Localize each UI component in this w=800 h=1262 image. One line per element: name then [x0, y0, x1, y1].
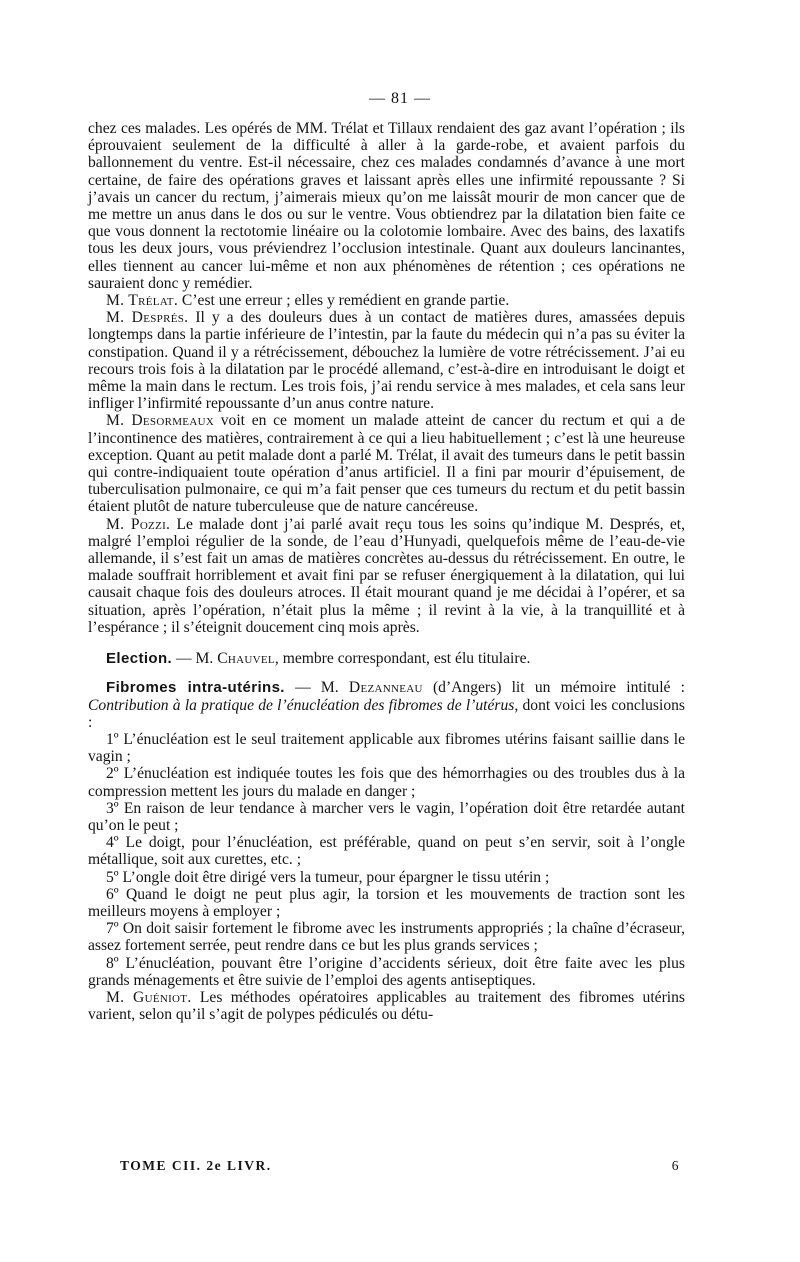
- memoir-title: Contribution à la pratique de l’énucléation des fibromes de l’utérus: [88, 696, 515, 714]
- conclusion-item: 1º L’énucléation est le seul traitement applicable aux fibromes utérins faisant saillie dans le vagin ;: [88, 730, 685, 766]
- page-footer: [120, 1158, 680, 1174]
- paragraph-text: Le malade dont j’ai parlé avait reçu tous les soins qu’indique M. Després, et, malgré l’emploi régulier de la sonde, de l’eau d’Hunyadi, quelquefois même de l’eau-de-vie allemande, il s’est fait un amas de matières concrètes au-dessus du rétrécissement. En outre, le malade souffrait horriblement et avait fini par se refuser énergiquement à la dilatation, qui lui causait chaque fois des douleurs atroces. Il était mourant quand je me décidai à l’opérer, et sa situation, après l’opération, n’était plus la même ; il revint à la vie, à la tranquillité et à l’espérance ; il s’éteignit doucement cinq mois après.: [88, 515, 685, 636]
- body-text: [88, 120, 685, 1023]
- paragraph-continuation: chez ces malades. Les opérés de MM. Trélat et Tillaux rendaient des gaz avant l’opération ; ils éprouvaient seulement de la difficulté à aller à la garde-robe, et avaient parfois du ballonnement du ventre. Est-il nécessaire, chez ces malades condamnés d’avance à une mort certaine, de faire des opérations graves et laissant après elles une infirmité repoussante ? Si j’avais un cancer du rectum, j’aimerais mieux qu’on me laissât mourir de mon cancer que de me mettre un anus dans le dos ou sur le ventre. Vous obtiendrez par la dilatation bien faite ce que vous donnent la rectotomie linéaire ou la colotomie lombaire. Avec des bains, des laxatifs tous les deux jours, vous préviendrez l’occlusion intestinale. Quant aux douleurs lancinantes, elles tiennent au cancer lui-même et non aux phénomènes de rétention ; ces opérations ne sauraient donc y remédier.: [88, 120, 685, 292]
- conclusion-item: 3º En raison de leur tendance à marcher vers le vagin, l’opération doit être retardée autant qu’on le peut ;: [88, 799, 685, 834]
- paragraph-text: C’est une erreur ; elles y remédient en grande partie.: [178, 292, 510, 310]
- fibromes-heading: Fibromes intra-utérins.: [106, 679, 285, 697]
- fibromes-dash: — M.: [284, 679, 349, 697]
- paragraph-gueniot: [88, 989, 685, 1023]
- paragraph-text: Il y a des douleurs dues à un contact de matières dures, amassées depuis longtemps dans la partie inférieure de l’intestin, par la faute du médecin qui n’a pas su éviter la constipation. Quand il y a rétrécissement, débouchez la lumière de votre rétrécissement. J’ai eu recours trois fois à la dilatation par le procédé allemand, c’est-à-dire en introduisant le doigt et même la main dans le rectum. Les trois fois, j’ai rendu service à mes malades, et cela sans leur infliger l’infirmité repoussante d’un anus contre nature.: [88, 309, 685, 413]
- speaker-name: M. Després.: [106, 309, 189, 327]
- election-name: Chauvel: [217, 650, 275, 668]
- speaker-name: M. Trélat.: [106, 292, 179, 310]
- conclusion-item: 4º Le doigt, pour l’énucléation, est préférable, quand on peut s’en servir, soit à l’ongle métallique, soit aux curettes, etc. ;: [88, 834, 685, 869]
- fibromes-paragraph: [88, 679, 685, 731]
- conclusion-item: 7º On doit saisir fortement le fibrome avec les instruments appropriés ; la chaîne d’écraseur, assez fortement serrée, peut rendre dans ce but les plus grands services ;: [88, 920, 685, 955]
- conclusion-item: 5º L’ongle doit être dirigé vers la tumeur, pour épargner le tissu utérin ;: [106, 868, 550, 886]
- paragraph-pozzi: [88, 516, 685, 636]
- conclusion-item: 2º L’énucléation est indiquée toutes les fois que des hémorrhagies ou des troubles dus à la compression mettent les jours du malade en danger ;: [88, 765, 685, 800]
- paragraph-text: voit en ce moment un malade atteint de cancer du rectum et qui a de l’incontinence des matières, contrairement à ce qui a lieu habituellement ; c’est là une heureuse exception. Quant au petit malade dont a parlé M. Trélat, il avait des tumeurs dans le petit bassin qui contre-indiquaient toute opération d’anus artificiel. Il a fini par mourir d’épuisement, de tuberculisation pulmonaire, ce qui m’a fait penser que ces tumeurs du rectum et du petit bassin étaient plutôt de nature tuberculeuse que de nature cancéreuse.: [88, 412, 685, 516]
- election-text: , membre correspondant, est élu titulaire.: [274, 650, 531, 668]
- fibromes-intro: (d’Angers) lit un mémoire intitulé :: [422, 679, 685, 697]
- paragraph-despres: [88, 309, 685, 412]
- election-paragraph: [88, 650, 685, 667]
- author-name: Dezanneau: [348, 679, 423, 697]
- speaker-name: M. Desormeaux: [106, 412, 215, 430]
- election-heading: Election.: [106, 650, 173, 668]
- paragraph-text: Les méthodes opératoires applicables au traitement des fibromes utérins varient, selon qu’il s’agit de polypes pédiculés ou détu-: [88, 988, 685, 1024]
- election-dash: — M.: [172, 650, 218, 668]
- conclusion-item: 6º Quand le doigt ne peut plus agir, la torsion et les mouvements de traction sont les meilleurs moyens à employer ;: [88, 885, 685, 920]
- paragraph-trelat: [88, 292, 685, 309]
- fibromes-after-title: , dont voici les conclusions :: [88, 696, 685, 731]
- conclusion-item: 8º L’énucléation, pouvant être l’origine d’accidents sérieux, doit être faite avec les plus grands ménagements et être suivie de l’emploi des agents antiseptiques.: [88, 954, 685, 989]
- speaker-name: M. Guéniot.: [106, 988, 192, 1006]
- paragraph-desormeaux: [88, 412, 685, 515]
- page-number: — 81 —: [369, 90, 431, 107]
- signature-mark: 6: [671, 1158, 680, 1173]
- volume-reference: TOME CII. 2e LIVR.: [120, 1158, 272, 1173]
- speaker-name: M. Pozzi.: [106, 515, 171, 533]
